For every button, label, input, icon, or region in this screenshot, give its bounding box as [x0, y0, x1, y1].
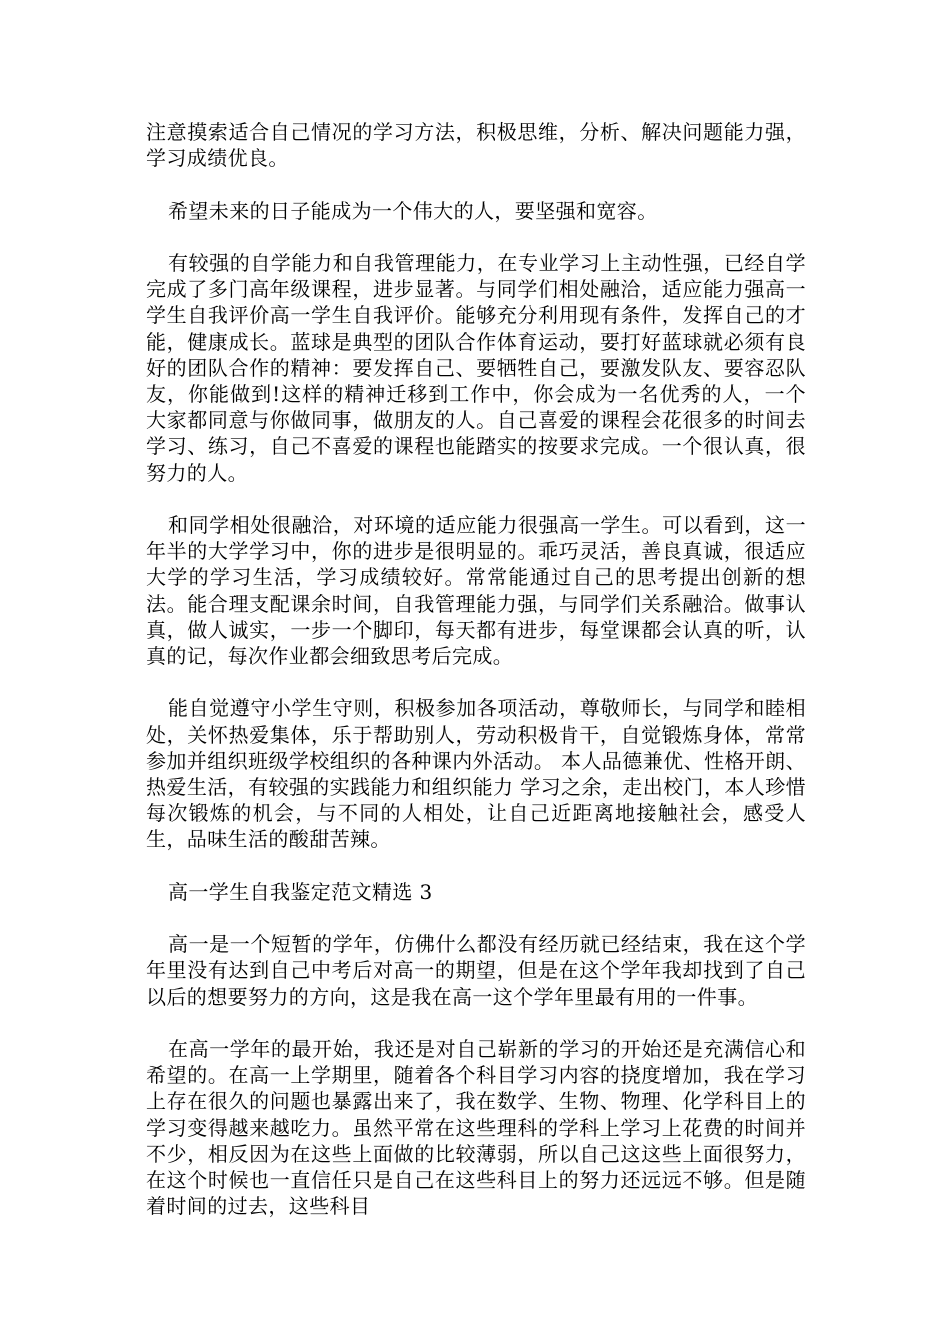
document-body: [146, 119, 806, 1246]
paragraph-hope: 希望未来的日子能成为一个伟大的人，要坚强和宽容。: [168, 198, 658, 223]
paragraph-beginning: 在高一学年的最开始，我还是对自己崭新的学习的开始还是充满信心和希望的。在高一上学期里，随着各个科目学习内容的挠度增加，我在学习上存在很久的问题也暴露出来了，我在数学、生物、物理、化学科目上的学习变得越来越吃力。虽然平常在这些理科的学科上学习上花费的时间并不少，相反因为在这些上面做的比较薄弱，所以自己这这些上面很努力，在这个时候也一直信任只是自己在这些科目上的努力还远远不够。但是随着时间的过去，这些科目: [146, 1037, 806, 1219]
paragraph-classmates: 和同学相处很融洽，对环境的适应能力很强高一学生。可以看到，这一年半的大学学习中，你的进步是很明显的。乖巧灵活，善良真诚，很适应大学的学习生活，学习成绩较好。常常能通过自己的思考提出创新的想法。能合理支配课余时间，自我管理能力强，与同学们关系融洽。做事认真，做人诚实，一步一个脚印，每天都有进步，每堂课都会认真的听，认真的记，每次作业都会细致思考后完成。: [146, 513, 806, 669]
paragraph-self-learning: 有较强的自学能力和自我管理能力，在专业学习上主动性强，已经自学完成了多门高年级课程，进步显著。与同学们相处融洽，适应能力强高一学生自我评价高一学生自我评价。能够充分利用现有条件，发挥自己的才能，健康成长。蓝球是典型的团队合作体育运动，要打好蓝球就必须有良好的团队合作的精神：要发挥自己、要牺牲自己，要激发队友、要容忍队友，你能做到!这样的精神迁移到工作中，你会成为一名优秀的人，一个大家都同意与你做同事，做朋友的人。自己喜爱的课程会花很多的时间去学习、练习，自己不喜爱的课程也能踏实的按要求完成。一个很认真，很努力的人。: [146, 250, 806, 485]
paragraph-short-year: 高一是一个短暂的学年，仿佛什么都没有经历就已经结束，我在这个学年里没有达到自己中考后对高一的期望，但是在这个学年我却找到了自己以后的想要努力的方向，这是我在高一这个学年里最有用的一件事。: [146, 932, 806, 1009]
paragraph-study-method: 注意摸索适合自己情况的学习方法，积极思维，分析、解决问题能力强，学习成绩优良。: [146, 120, 806, 171]
section-heading: 高一学生自我鉴定范文精选 3: [168, 879, 433, 904]
paragraph-rules: 能自觉遵守小学生守则，积极参加各项活动，尊敬师长，与同学和睦相处，关怀热爱集体，乐于帮助别人，劳动积极肯干，自觉锻炼身体，常常参加并组织班级学校组织的各种课内外活动。 本人品德兼优、性格开朗、热爱生活，有较强的实践能力和组织能力 学习之余，走出校门，本人珍惜每次锻炼的机会，与不同的人相处，让自己近距离地接触社会，感受人生，品味生活的酸甜苦辣。: [146, 696, 806, 852]
